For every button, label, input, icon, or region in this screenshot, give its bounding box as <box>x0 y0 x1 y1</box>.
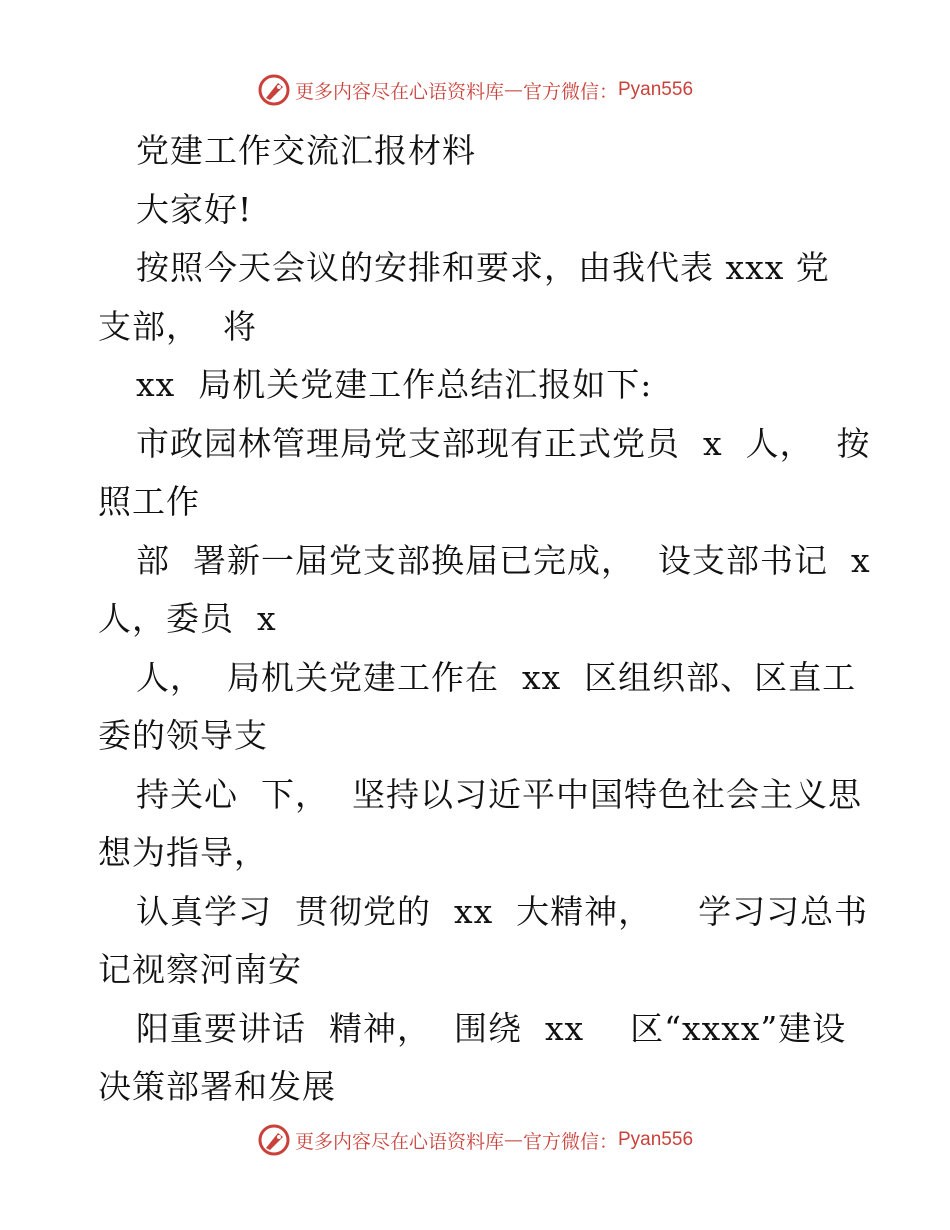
pen-nib-circle-icon <box>257 1123 291 1157</box>
document-line: 支部， 将 <box>98 306 257 346</box>
footer-watermark <box>0 1120 950 1160</box>
watermark-title: 更多内容尽在心语资料库 <box>294 1130 504 1153</box>
document-line: 大家好! <box>136 189 253 229</box>
document-line: 委的领导支 <box>98 716 268 755</box>
document-line: 想为指导， <box>98 833 268 872</box>
document-title: 党建工作交流汇报材料 <box>136 131 476 170</box>
document-line: 人， 局机关党建工作在 xx 区组织部、区直工 <box>136 657 857 697</box>
watermark-wechat-label: 官方微信： <box>522 80 618 103</box>
pen-nib-circle-icon <box>257 73 291 107</box>
document-line: 市政园林管理局党支部现有正式党员 x 人， 按 <box>136 423 871 463</box>
document-line: 阳重要讲话 精神， 围绕 xx 区“xxxx”建设 <box>136 1008 847 1048</box>
document-line: 认真学习 贯彻党的 xx 大精神， 学习习总书 <box>136 891 869 931</box>
document-line: 持关心 下， 坚持以习近平中国特色社会主义思 <box>136 774 862 814</box>
watermark-separator: — <box>503 1129 523 1151</box>
watermark-wechat-id: Pyan556 <box>618 1129 694 1150</box>
document-line: 部 署新一届党支部换届已完成， 设支部书记 x <box>136 540 871 580</box>
watermark-wechat-id: Pyan556 <box>618 79 694 100</box>
document-body <box>98 122 871 1117</box>
watermark-wechat-label: 官方微信： <box>522 1130 618 1153</box>
document-line: xx 局机关党建工作总结汇报如下: <box>136 365 653 404</box>
watermark-title: 更多内容尽在心语资料库 <box>294 80 504 103</box>
document-line: 照工作 <box>98 482 200 521</box>
watermark-separator: — <box>503 79 523 101</box>
header-watermark <box>0 70 950 110</box>
document-line: 人，委员 x <box>98 599 277 638</box>
document-line: 记视察河南安 <box>98 950 302 989</box>
document-line: 决策部署和发展 <box>98 1067 336 1106</box>
document-line: 按照今天会议的安排和要求，由我代表 xxx 党 <box>136 248 830 287</box>
